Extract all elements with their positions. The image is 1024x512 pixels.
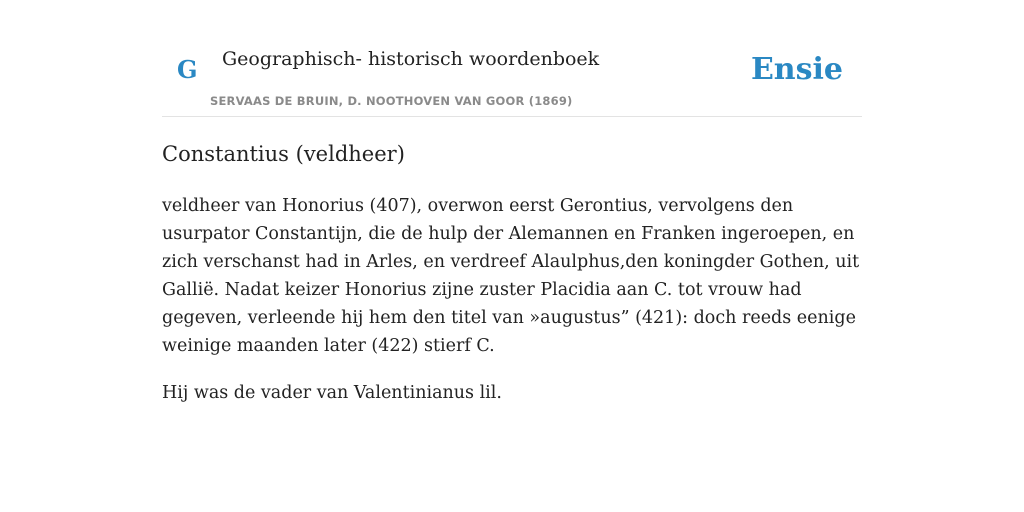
dictionary-header (162, 0, 862, 117)
ensie-logo[interactable]: Ensie (750, 52, 843, 87)
dictionary-authors: SERVAAS DE BRUIN, D. NOOTHOVEN VAN GOOR (1869) (210, 94, 573, 108)
entry-title: Constantius (veldheer) (162, 142, 405, 166)
entry-paragraph: veldheer van Honorius (407), overwon eerst Gerontius, vervolgens den usurpator Constantijn, die de hulp der Alemannen en Franken ingeroepen, en zich verschanst had in Arles, en verdreef Alaulphus,den koningder Gothen, uit Gallië. Nadat keizer Honorius zijne zuster Placidia aan C. tot vrouw had gegeven, verleende hij hem den titel van »augustus” (421): doch reeds eenige weinige maanden later (422) stierf C. (162, 196, 860, 356)
entry-body (162, 192, 862, 426)
dictionary-title[interactable]: Geographisch- historisch woordenboek (222, 48, 600, 70)
entry-paragraph: Hij was de vader van Valentinianus lil. (162, 383, 502, 403)
index-letter[interactable]: G (177, 55, 198, 84)
